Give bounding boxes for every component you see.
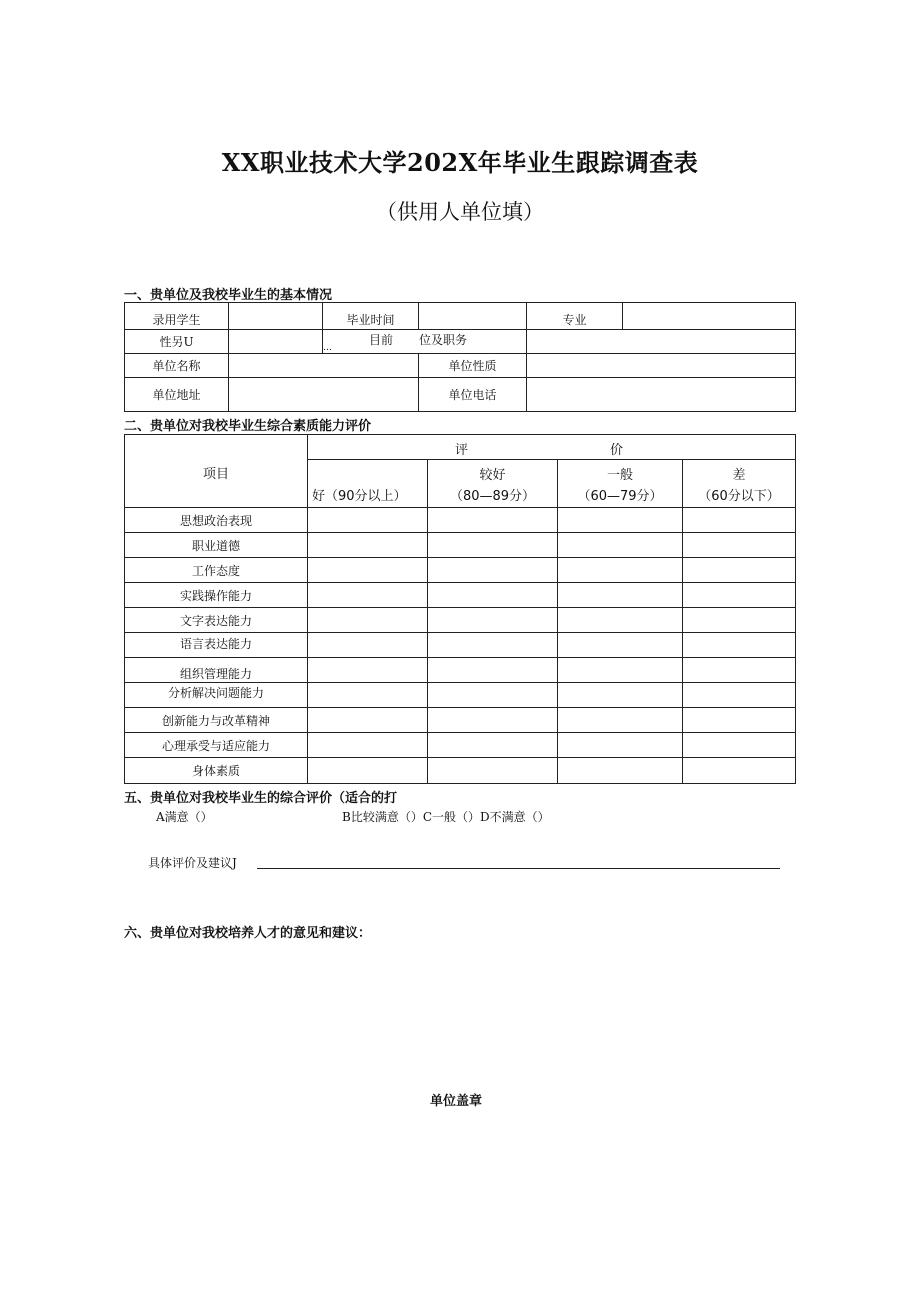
table-row [125,758,796,784]
col-fairly-good-range: （80—89分） [449,489,536,504]
rating-cell[interactable] [308,533,428,558]
table-row [125,608,796,633]
field-grad-time[interactable] [419,303,527,330]
rating-cell[interactable] [558,683,683,708]
eval-header-b: 价 [610,443,624,458]
rating-cell[interactable] [558,633,683,658]
suggestion-label: 具体评价及建议J [148,856,237,870]
row-label: 创新能力与改革精神 [125,708,308,733]
rating-cell[interactable] [308,583,428,608]
rating-cell[interactable] [558,708,683,733]
field-student[interactable] [229,303,323,330]
eval-header [308,435,796,460]
rating-cell[interactable] [558,658,683,683]
row-label: 思想政治表现 [125,508,308,533]
rating-cell[interactable] [558,733,683,758]
rating-cell[interactable] [308,683,428,708]
row-label: 职业道德 [125,533,308,558]
rating-cell[interactable] [428,708,558,733]
unit-seal-label: 单位盖章 [430,1094,483,1109]
field-unit-nature[interactable] [527,354,796,378]
col-average-top: 一般 [606,468,633,483]
rating-cell[interactable] [428,633,558,658]
rating-cell[interactable] [558,583,683,608]
field-gender[interactable] [229,330,323,354]
col-fairly-good [428,460,558,508]
page-subtitle: （供用人单位填） [376,200,544,224]
col-average-range: （60—79分） [577,489,663,504]
rating-cell[interactable] [683,533,796,558]
evaluation-table [124,434,796,784]
rating-cell[interactable] [308,758,428,784]
label-current-mark: … [323,343,332,353]
field-unit-address[interactable] [229,378,419,412]
table-row [125,683,796,708]
section2-heading: 二、贵单位对我校毕业生综合素质能力评价 [124,419,372,434]
rating-cell[interactable] [683,583,796,608]
rating-cell[interactable] [683,658,796,683]
label-student: 录用学生 [125,303,229,330]
rating-cell[interactable] [428,683,558,708]
label-unit-name: 单位名称 [125,354,229,378]
col-average [558,460,683,508]
col-poor [683,460,796,508]
row-label: 语言表达能力 [125,633,308,658]
table-row [125,583,796,608]
table-row [125,533,796,558]
label-unit-phone: 单位电话 [419,378,527,412]
field-major[interactable] [623,303,796,330]
rating-cell[interactable] [428,758,558,784]
table-row [125,708,796,733]
rating-cell[interactable] [558,558,683,583]
label-current-position [323,330,527,354]
table-row [125,633,796,658]
item-header: 项目 [125,435,308,508]
label-unit-nature: 单位性质 [419,354,527,378]
rating-cell[interactable] [428,583,558,608]
rating-cell[interactable] [308,708,428,733]
label-unit-address: 单位地址 [125,378,229,412]
rating-cell[interactable] [558,758,683,784]
col-poor-top: 差 [732,468,746,483]
field-current-position[interactable] [527,330,796,354]
rating-cell[interactable] [308,608,428,633]
label-current-a: 目前 [369,333,394,347]
row-label: 实践操作能力 [125,583,308,608]
rating-cell[interactable] [428,608,558,633]
col-good [308,460,428,508]
suggestion-line[interactable] [257,868,780,869]
rating-cell[interactable] [683,758,796,784]
rating-cell[interactable] [683,708,796,733]
rating-cell[interactable] [308,658,428,683]
rating-cell[interactable] [308,508,428,533]
col-poor-range: （60分以下） [698,489,780,504]
option-satisfied[interactable]: A满意（） [156,810,213,824]
table-row [125,508,796,533]
basic-info-table [124,302,796,412]
rating-cell[interactable] [428,558,558,583]
eval-header-a: 评 [455,443,469,458]
label-grad-time: 毕业时间 [323,303,419,330]
col-good-label: 好（90分以上） [312,489,407,504]
label-current-b: 位及职务 [419,333,468,347]
row-label: 分析解决问题能力 [125,683,308,708]
table-row [125,558,796,583]
rating-cell[interactable] [683,508,796,533]
row-label: 身体素质 [125,758,308,784]
rating-cell[interactable] [308,558,428,583]
rating-cell[interactable] [683,683,796,708]
options-other[interactable]: B比较满意（）C一般（）D不满意（） [342,810,550,824]
rating-cell[interactable] [683,608,796,633]
rating-cell[interactable] [683,633,796,658]
rating-cell[interactable] [558,508,683,533]
row-label: 心理承受与适应能力 [125,733,308,758]
rating-cell[interactable] [683,558,796,583]
rating-cell[interactable] [428,733,558,758]
field-unit-phone[interactable] [527,378,796,412]
row-label: 文字表达能力 [125,608,308,633]
table-row [125,733,796,758]
rating-cell[interactable] [683,733,796,758]
rating-cell[interactable] [308,633,428,658]
section1-heading: 一、贵单位及我校毕业生的基本情况 [124,288,333,303]
row-label: 组织管理能力 [125,658,308,683]
rating-cell[interactable] [558,533,683,558]
label-gender: 性另U [125,330,229,354]
label-major: 专业 [527,303,623,330]
rating-cell[interactable] [428,508,558,533]
rating-cell[interactable] [308,733,428,758]
section5-heading: 五、贵单位对我校毕业生的综合评价（适合的打 [124,791,398,806]
page-title: XX职业技术大学202X年毕业生跟踪调查表 [221,148,699,177]
rating-cell[interactable] [428,533,558,558]
row-label: 工作态度 [125,558,308,583]
col-fairly-good-top: 较好 [479,468,506,483]
field-unit-name[interactable] [229,354,419,378]
rating-cell[interactable] [428,658,558,683]
table-row [125,658,796,683]
rating-cell[interactable] [558,608,683,633]
section6-heading: 六、贵单位对我校培养人才的意见和建议： [124,926,372,941]
